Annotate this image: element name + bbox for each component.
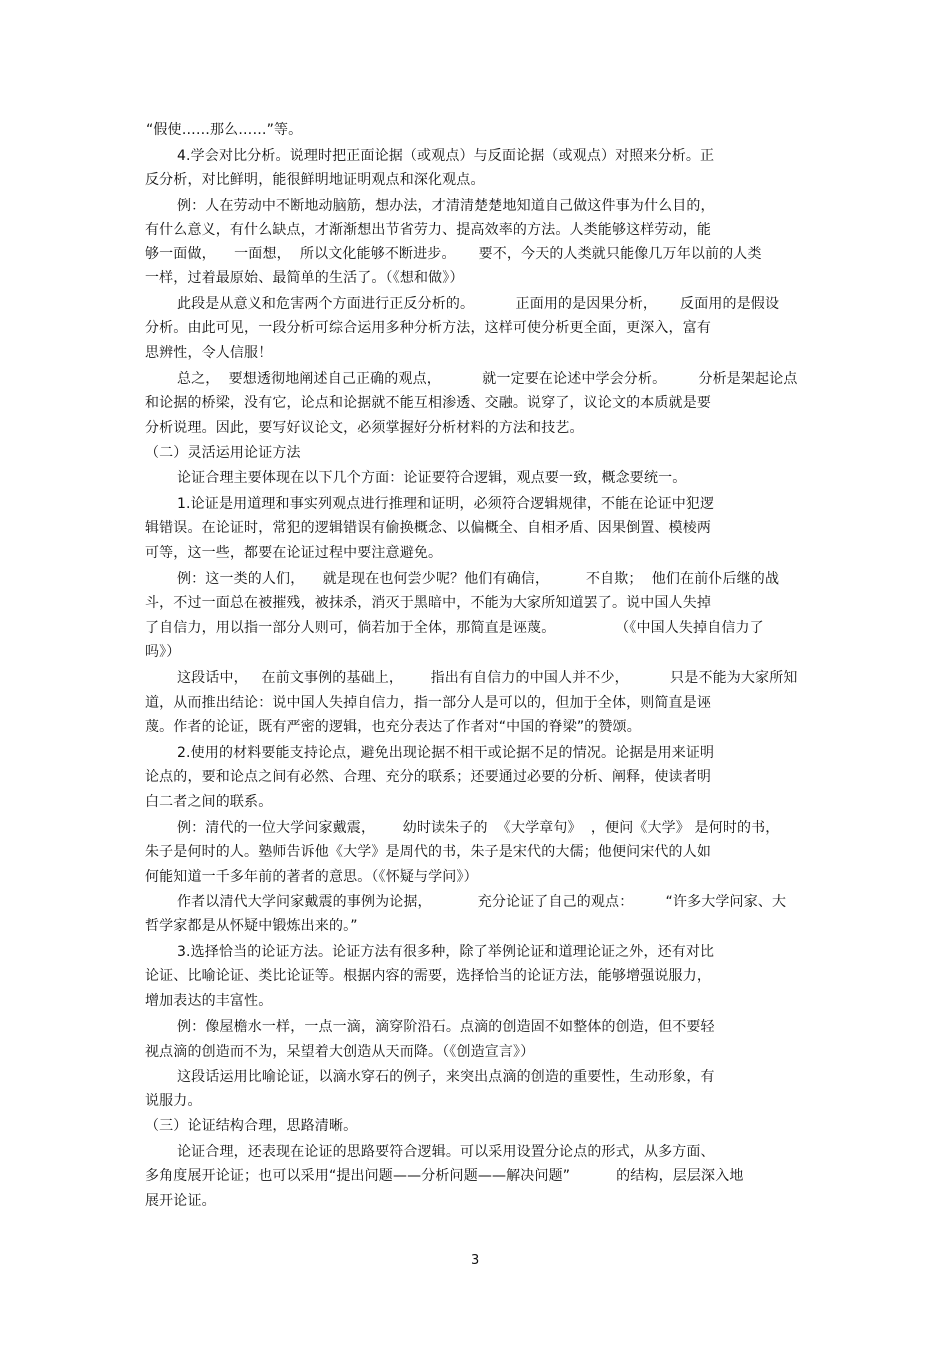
text-line: 4.学会对比分析。说理时把正面论据（或观点）与反面论据（或观点）对照来分析。正 (177, 148, 715, 164)
text-line: 展开论证。 (145, 1193, 216, 1209)
text-line: 朱子是何时的人。塾师告诉他《大学》是周代的书，朱子是宋代的大儒；他便问宋代的人如 (145, 844, 711, 860)
text-line: 论证、比喻论证、类比论证等。根据内容的需要，选择恰当的论证方法，能够增强说服力， (145, 968, 711, 984)
text-line: 视点滴的创造而不为，呆望着大创造从天而降。（《创造宣言》） (145, 1044, 535, 1060)
text-line: 蔑。作者的论证，既有严密的逻辑，也充分表达了作者对“中国的脊梁”的赞颂。 (145, 719, 641, 735)
text-line: 例：清代的一位大学问家戴震， 幼时读朱子的 《大学章句》 ，便问《大学》 是何时的书， (177, 820, 780, 836)
text-line: 反分析，对比鲜明，能很鲜明地证明观点和深化观点。 (145, 172, 485, 188)
text-line: 吗》） (145, 644, 181, 660)
section-heading: （二）灵活运用论证方法 (145, 445, 301, 461)
text-line: 够一面做， 一面想， 所以文化能够不断进步。 要不，今天的人类就只能像几万年以前的人类 (145, 246, 762, 262)
text-line: 这段话运用比喻论证，以滴水穿石的例子，来突出点滴的创造的重要性，生动形象，有 (177, 1069, 715, 1085)
text-line: 一样，过着最原始、最简单的生活了。（《想和做》） (145, 270, 464, 286)
text-line: 1.论证是用道理和事实列观点进行推理和证明，必须符合逻辑规律，不能在论证中犯逻 (177, 496, 715, 512)
text-line: “假使……那么……”等。 (146, 122, 303, 138)
text-line: 白二者之间的联系。 (145, 794, 273, 810)
text-line: 和论据的桥梁，没有它，论点和论据就不能互相渗透、交融。说穿了，议论文的本质就是要 (145, 395, 711, 411)
text-line: 论证合理，还表现在论证的思路要符合逻辑。可以采用设置分论点的形式，从多方面、 (177, 1144, 715, 1160)
text-line: 论证合理主要体现在以下几个方面：论证要符合逻辑，观点要一致，概念要统一。 (177, 470, 687, 486)
text-line: 这段话中， 在前文事例的基础上， 指出有自信力的中国人并不少， 只是不能为大家所知 (177, 670, 798, 686)
text-line: 哲学家都是从怀疑中锻炼出来的。” (145, 918, 358, 934)
text-line: 例：人在劳动中不断地动脑筋，想办法，才清清楚楚地知道自己做这件事为什么目的， (177, 198, 715, 214)
text-line: 增加表达的丰富性。 (145, 993, 273, 1009)
text-line: 辑错误。在论证时，常犯的逻辑错误有偷换概念、以偏概全、自相矛盾、因果倒置、模棱两 (145, 520, 711, 536)
text-line: 可等，这一些，都要在论证过程中要注意避免。 (145, 545, 443, 561)
text-line: 2.使用的材料要能支持论点，避免出现论据不相干或论据不足的情况。论据是用来证明 (177, 745, 715, 761)
text-line: 3.选择恰当的论证方法。论证方法有很多种，除了举例论证和道理论证之外，还有对比 (177, 944, 715, 960)
text-line: 斗，不过一面总在被摧残，被抹杀，消灭于黑暗中，不能为大家所知道罢了。说中国人失掉 (145, 595, 711, 611)
text-line: 此段是从意义和危害两个方面进行正反分析的。 正面用的是因果分析， 反面用的是假设 (177, 296, 780, 312)
text-line: 何能知道一千多年前的著者的意思。（《怀疑与学问》） (145, 869, 478, 885)
text-line: 道，从而推出结论：说中国人失掉自信力，指一部分人是可以的，但加于全体，则简直是诬 (145, 695, 711, 711)
text-line: 说服力。 (145, 1093, 202, 1109)
text-line: 论点的，要和论点之间有必然、合理、充分的联系；还要通过必要的分析、阐释，使读者明 (145, 769, 711, 785)
section-heading: （三）论证结构合理，思路清晰。 (145, 1118, 358, 1134)
text-line: 总之， 要想透彻地阐述自己正确的观点， 就一定要在论述中学会分析。 分析是架起论点 (177, 371, 798, 387)
text-line: 有什么意义，有什么缺点，才渐渐想出节省劳力、提高效率的方法。人类能够这样劳动，能 (145, 222, 711, 238)
text-line: 作者以清代大学问家戴震的事例为论据， 充分论证了自己的观点： “许多大学问家、大 (177, 894, 787, 910)
text-line: 多角度展开论证；也可以采用“提出问题——分析问题——解决问题” 的结构，层层深入地 (145, 1168, 744, 1184)
text-line: 例：这一类的人们， 就是现在也何尝少呢？他们有确信， 不自欺； 他们在前仆后继的战 (177, 571, 780, 587)
text-line: 思辨性，令人信服！ (145, 345, 273, 361)
text-line: 分析说理。因此，要写好议论文，必须掌握好分析材料的方法和技艺。 (145, 420, 584, 436)
page-number: 3 (471, 1253, 480, 1268)
text-line: 了自信力，用以指一部分人则可，倘若加于全体，那简直是诬蔑。 （《中国人失掉自信力了 (145, 620, 764, 636)
text-line: 例：像屋檐水一样，一点一滴，滴穿阶沿石。点滴的创造固不如整体的创造，但不要轻 (177, 1019, 715, 1035)
text-line: 分析。由此可见，一段分析可综合运用多种分析方法，这样可使分析更全面，更深入，富有 (145, 320, 711, 336)
